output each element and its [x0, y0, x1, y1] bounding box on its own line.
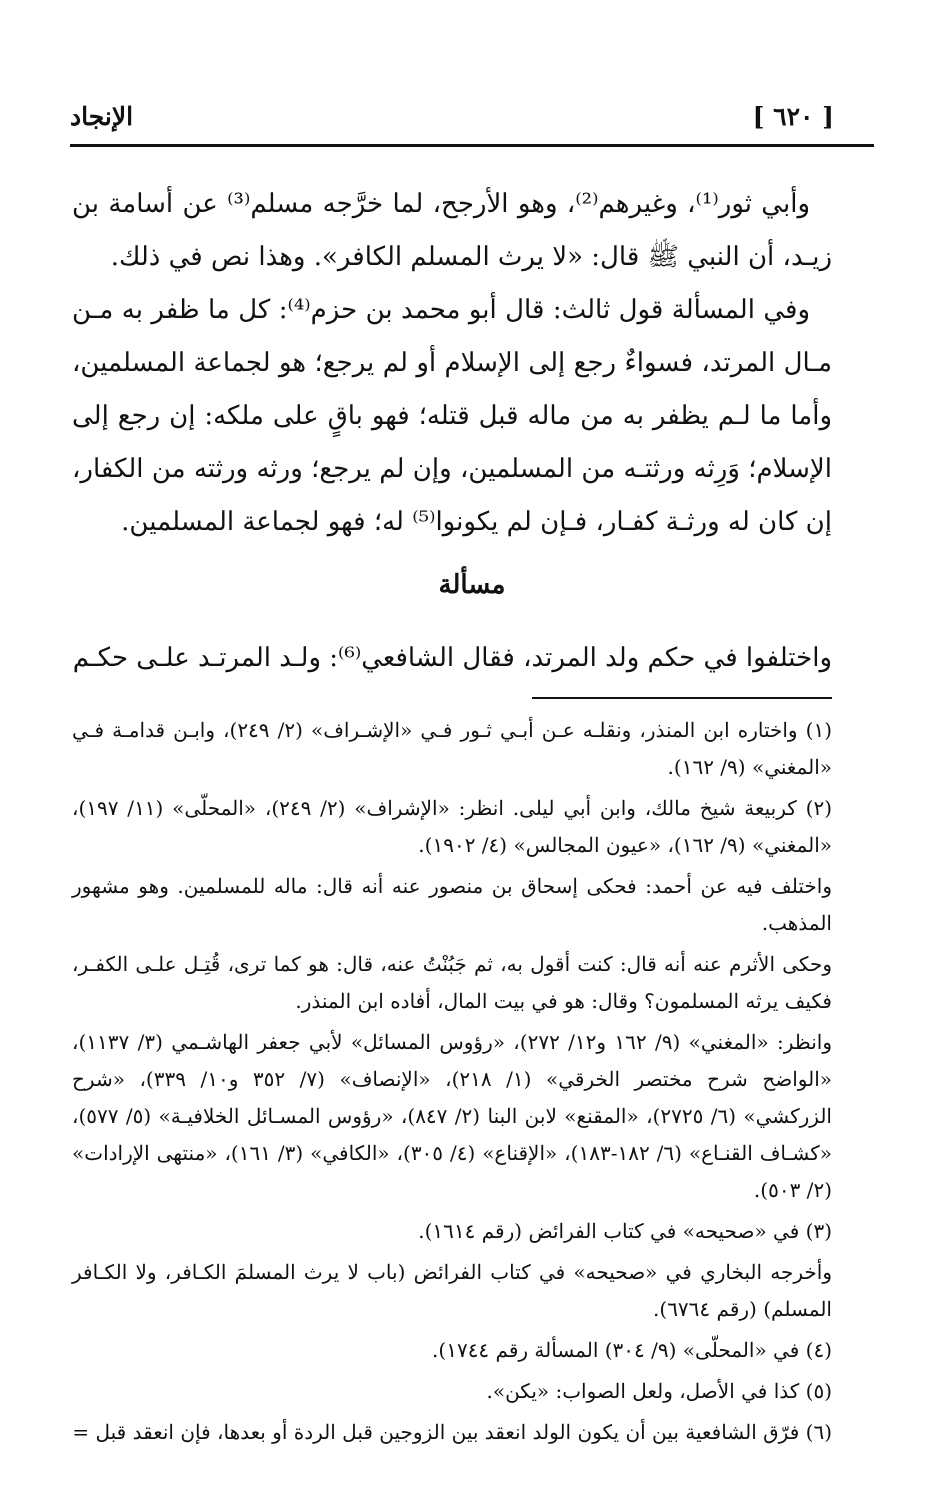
footnote-1: (١) واختاره ابن المنذر، ونقلـه عـن أبـي ثـور فـي «الإشـراف» (٢/ ٢٤٩)، وابـن قدامـة فـي «المغني» (٩/ ١٦٢).: [72, 718, 832, 779]
footnote-2-continued-c: وانظر: «المغني» (٩/ ١٦٢ و١٢/ ٢٧٢)، «رؤوس المسائل» لأبي جعفر الهاشـمي (٣/ ١١٣٧)، «الواضح شرح مختصر الخرقي» (١/ ٢١٨)، «الإنصاف» (٧/ ٣٥٢ و١٠/ ٣٣٩)، «شرح الزركشي» (٦/ ٢٧٢٥)، «المقنع» لابن البنا (٢/ ٨٤٧)، «رؤوس المسـائل الخلافيـة» (٥/ ٥٧٧)، «كشـاف القنـاع» (٦/ ١٨٢-١٨٣)، «الإقناع» (٤/ ٣٠٥)، «الكافي» (٣/ ١٦١)، «منتهى الإرادات» (٢/ ٥٠٣).: [72, 1030, 832, 1202]
paragraph-1: وأبي ثور⁽¹⁾، وغيرهم⁽²⁾، وهو الأرجح، لما خرَّجه مسلم⁽³⁾ عن أسامة بن زيـد، أن النبي ﷺ قال: «لا يرث المسلم الكافر». وهذا نص في ذلك.: [72, 189, 832, 272]
footnote-3-continued: وأخرجه البخاري في «صحيحه» في كتاب الفرائض (باب لا يرث المسلمَ الكـافر، ولا الكـافر المسلم) (رقم ٦٧٦٤).: [72, 1260, 832, 1321]
paragraph-2: وفي المسألة قول ثالث: قال أبو محمد بن حزم⁽⁴⁾: كل ما ظفر به مـن مـال المرتد، فسواءٌ رجع إلى الإسلام أو لم يرجع؛ هو لجماعة المسلمين، وأما ما لـم يظفر به من ماله قبل قتله؛ فهو باقٍ على ملكه: إن رجع إلى الإسلام؛ وَرِثه ورثتـه من المسلمين، وإن لم يرجع؛ ورثه ورثته من الكفار، إن كان له ورثـة كفـار، فـإن لم يكونوا⁽⁵⁾ له؛ فهو لجماعة المسلمين.: [72, 295, 832, 537]
footnotes: [72, 712, 832, 1455]
footnote-5: (٥) كذا في الأصل، ولعل الصواب: «يكن».: [486, 1379, 832, 1403]
main-text-continued: [72, 632, 832, 685]
footnote-3: (٣) في «صحيحه» في كتاب الفرائض (رقم ١٦١٤).: [418, 1219, 832, 1243]
footnote-4: (٤) في «المحلّى» (٩/ ٣٠٤) المسألة رقم ١٧٤٤).: [432, 1338, 832, 1362]
footnote-2: (٢) كربيعة شيخ مالك، وابن أبي ليلى. انظر: «الإشراف» (٢/ ٢٤٩)، «المحلّى» (١١/ ١٩٧)، «المغني» (٩/ ١٦٢)، «عيون المجالس» (٤/ ١٩٠٢).: [72, 796, 832, 857]
page-number: [ ٦٢٠ ]: [752, 102, 834, 131]
paragraph-3: واختلفوا في حكم ولد المرتد، فقال الشافعي⁽⁶⁾: ولـد المرتـد علـى حكـم: [72, 643, 832, 673]
footnote-2-continued-a: واختلف فيه عن أحمد: فحكى إسحاق بن منصور عنه أنه قال: ماله للمسلمين. وهو مشهور المذهب.: [72, 874, 832, 935]
footnote-separator: [532, 697, 832, 699]
section-heading: مسألة: [438, 570, 506, 600]
footnote-6: (٦) فرّق الشافعية بين أن يكون الولد انعقد بين الزوجين قبل الردة أو بعدها، فإن انعقد قبل =: [72, 1420, 832, 1444]
running-header: [70, 100, 874, 147]
footnote-2-continued-b: وحكى الأثرم عنه أنه قال: كنت أقول به، ثم جَبُنْتُ عنه، قال: هو كما ترى، قُتِـل علـى الكفـر، فكيف يرثه المسلمون؟ وقال: هو في بيت المال، أفاده ابن المنذر.: [72, 952, 832, 1013]
book-title: الإنجاد: [70, 102, 134, 131]
main-text: [72, 178, 832, 549]
